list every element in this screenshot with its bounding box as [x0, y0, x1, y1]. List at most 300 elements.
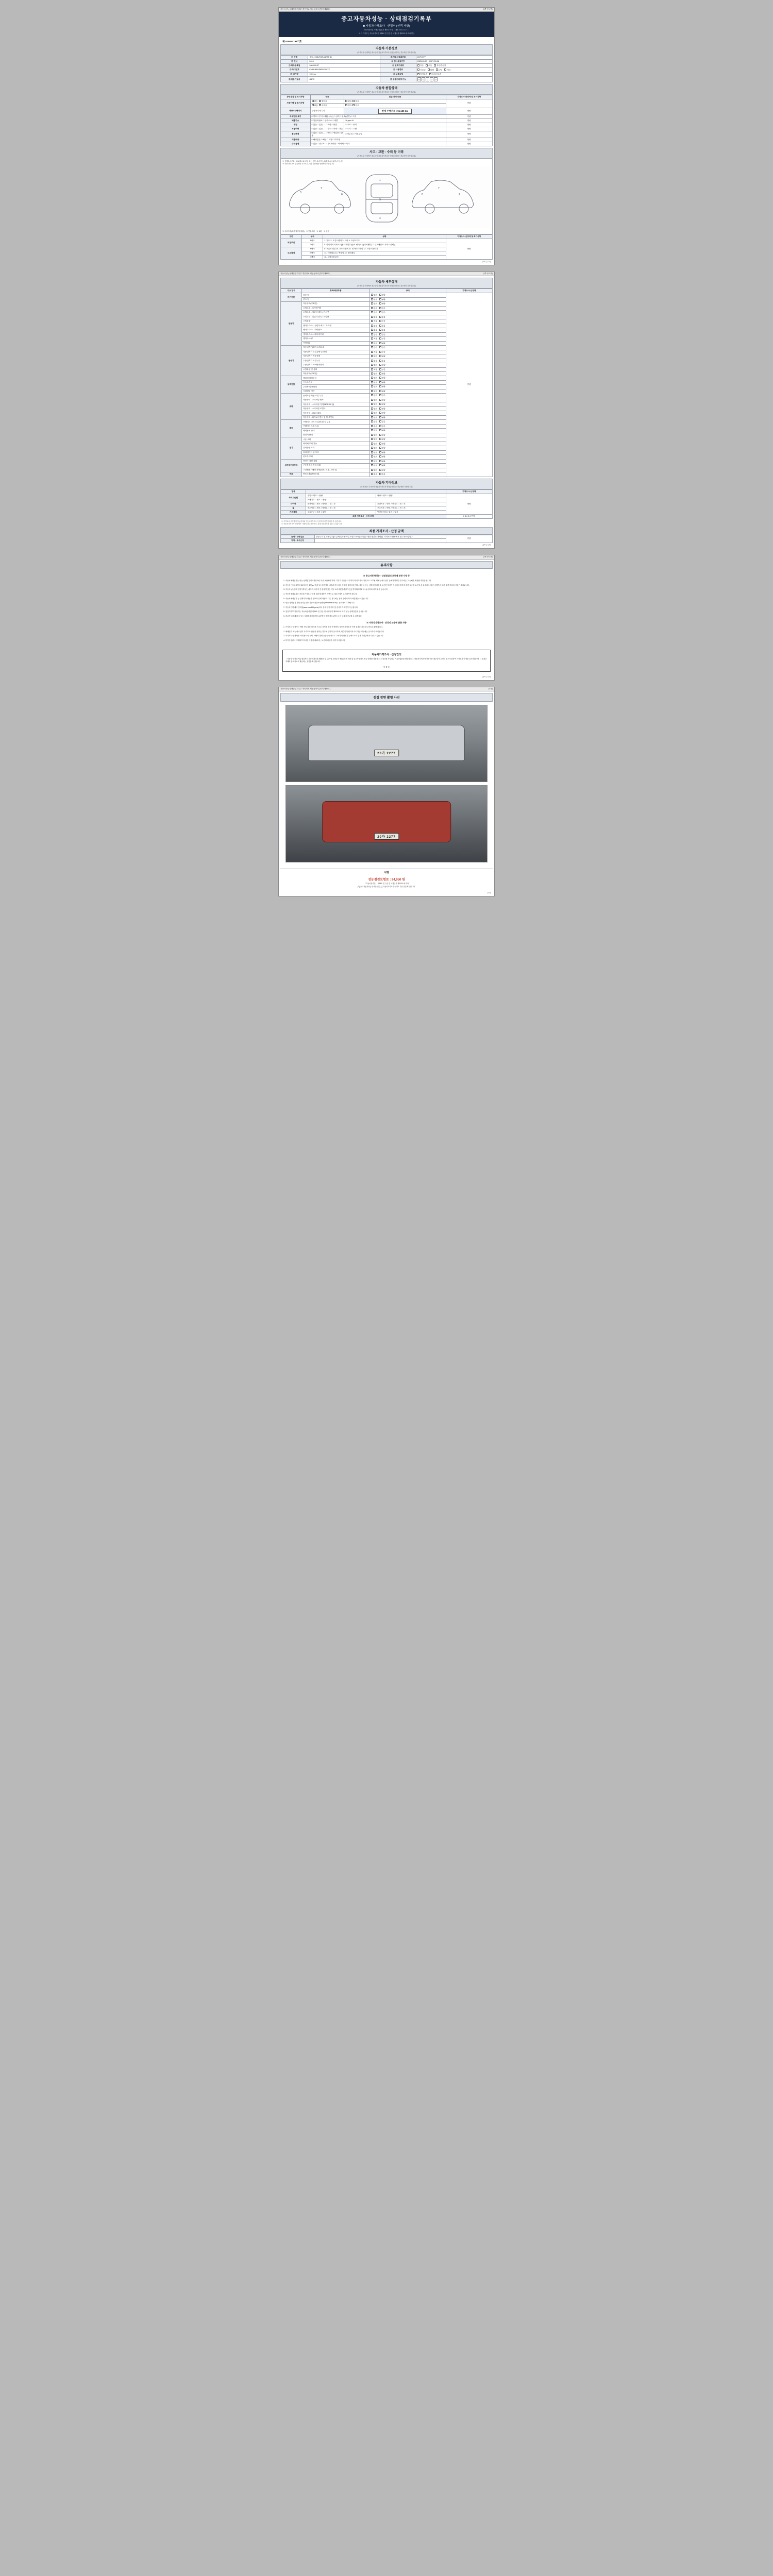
row-value: 만원: [446, 535, 492, 543]
section-overall-band: [280, 84, 493, 95]
declaration-box: [282, 650, 491, 672]
row-label: ⑫ 원동기형식: [281, 77, 308, 82]
item-label: 오일유량: [302, 319, 370, 324]
row-content: 브레이크 □ 양호 □ 불량: [306, 498, 446, 502]
group-label: 자기진단: [281, 293, 302, 302]
notice-item: 4. 자동차매매업자는 자동차가격조사·산정 결과에 대하여 서면으로 매수인에게 고지하여야 합니다.: [283, 592, 358, 595]
topbar-right: (3쪽 중 1쪽): [483, 8, 493, 10]
notice-item: 1. 가격조사·산정자는 해당 성능점검 결과를 기초로 가격을 조사·산정하며, 자동차가격조사·산정 결과는 거래 참고자료로 활용됩니다.: [283, 626, 383, 629]
table-row: [281, 118, 493, 123]
row-label: ⑬ 주행거리계 기능: [380, 77, 416, 82]
damage-rank-table: [280, 234, 493, 260]
notice-list-1: [283, 580, 490, 618]
row-label: 휠: [281, 506, 306, 510]
row-detail: □ 수리 □ 교환: [344, 127, 446, 131]
table-row: [281, 535, 493, 539]
item-state[interactable]: 없음 있음: [369, 315, 446, 319]
row-content: 보유공구 □ 있음 □ 없음: [306, 510, 376, 514]
row-value: 셀토스(SELTOS) (4세대급): [308, 55, 380, 59]
row-label: 가격 · 조사산정: [281, 539, 315, 543]
section-detail-title: 자동차 세부상태: [375, 281, 398, 284]
item-state[interactable]: 양호 불량: [369, 402, 446, 406]
row-label: ① 차명: [281, 55, 308, 59]
item-label: 작동상태 - 스티어링 기어(MDPS포함): [302, 402, 370, 406]
row-label: ⑧ 사용연료: [380, 68, 416, 72]
document-subtitle: ■ 자동차가격조사 · 산정서 (선택 사항): [363, 25, 410, 28]
col-head: 항목: [281, 489, 306, 494]
item-state[interactable]: 양호 불량: [369, 371, 446, 376]
topbar-right-4: (4쪽): [489, 688, 493, 690]
row-content: 유입 □ 양호 □ 불량: [306, 494, 376, 498]
item-state[interactable]: 적정 부족: [369, 337, 446, 341]
row-detail: % ppm %: [344, 118, 446, 123]
row-label: ⑦ 차대번호: [281, 68, 308, 72]
item-label: 작동상태 - 타이로드엔드 및 볼 조인트: [302, 415, 370, 419]
inspection-photo-lift: [285, 785, 488, 862]
item-state[interactable]: 적정 부족: [369, 319, 446, 324]
row-content: 렌트 영업용: [310, 99, 344, 104]
svg-text:3: 3: [300, 191, 301, 195]
item-label: 오일누유 - 로커암커버: [302, 306, 370, 310]
table-header-row: [281, 95, 493, 99]
footer-fineprint-1: 「자동차관리법」 제58조 및 같은 법 시행규칙 제120조에 따라: [364, 883, 409, 885]
svg-text:8: 8: [422, 193, 423, 197]
row-value: 가솔린 디젤 LPG 기타: [416, 68, 493, 72]
row-content: 운전석후 □ 양호 / 정비요 □ 전 □ 후: [376, 502, 446, 506]
row-detail: 없음 있음: [344, 99, 446, 104]
item-state[interactable]: 없음 있음: [369, 311, 446, 315]
row-label: 기본품목: [281, 510, 306, 514]
item-label: 동력조향 작동 오일 누유: [302, 394, 370, 398]
svg-text:1: 1: [379, 179, 381, 182]
photo-section-title: 점검 장면 촬영 사진: [280, 693, 493, 702]
item-state[interactable]: 양호 불량: [369, 363, 446, 367]
row-content: □ 없음 □ 선루프 □ 내비게이션 □ 에어백 □ 기타: [310, 142, 446, 146]
row-value: 만원: [446, 138, 492, 142]
detail-state-table: [280, 289, 493, 477]
row-content: □ 양호 □ 부식 □ 훼손(오손) □ 상이 □ 변조(변경) □ 도말: [310, 114, 446, 118]
signature-label: 서명: [280, 869, 493, 876]
group-label: 원동기: [281, 302, 302, 346]
col-head: 가격조사·산정액: [446, 489, 492, 494]
total-value: 0 0 0 0 0 만원: [446, 514, 492, 518]
row-content: 운전석전 □ 양호 / 정비요 □ 전 □ 후: [306, 502, 376, 506]
row-rank: 2랭크: [302, 243, 323, 247]
item-label: 원동기: [302, 293, 370, 297]
group-label: 동력전달: [281, 376, 302, 394]
diagram-footnote: ※ 사고이력 (외판/골격 수정됨) ※ 단순수리 ※ 교환 ※ 판금: [282, 230, 329, 233]
row-value: 만원: [446, 131, 492, 138]
item-state[interactable]: 양호 불량: [369, 468, 446, 472]
row-value: 만원: [446, 127, 492, 131]
item-label: 작동상태 - 파워크랭크: [302, 411, 370, 415]
item-label: 작동상태(공회전): [302, 302, 370, 306]
car-diagram-svg: [282, 166, 491, 228]
row-detail: □ 구조 □ 장치: [344, 123, 446, 127]
basic-info-table: [280, 55, 493, 82]
notice-body: [280, 569, 493, 646]
group-label: 연료: [281, 472, 302, 477]
row-label: 특별이력: [281, 127, 311, 131]
row-parts: 5. 라디에이터서포트(볼트체결부품) 6. 쿼터패널(리어휀더) 7. 루프패널 8. 사이드실패널: [323, 243, 446, 247]
item-label: 오일누유 - 실린더 블록 / 오일팬: [302, 315, 370, 319]
document-title: 중고자동차성능 · 상태점검기록부: [341, 16, 432, 22]
row-label: ⑥ 변속기종류: [380, 63, 416, 67]
item-label: 배력장치 상태: [302, 429, 370, 433]
detail-rows-body: [281, 293, 493, 477]
item-label: 자동변속기 오일유량 및 상태: [302, 350, 370, 354]
item-label: 수동변속기 오일누유: [302, 359, 370, 363]
row-label: 리콜대상: [281, 138, 311, 142]
row-value: 만원: [446, 108, 492, 114]
row-value: 만원: [446, 118, 492, 123]
row-label: 배출가스: [281, 118, 311, 123]
item-label: 오일유량 및 상태: [302, 367, 370, 371]
row-parts: 13. 리어패널 14. 백패널 15. 필러패널: [323, 251, 446, 256]
row-label: 타이어: [281, 502, 306, 506]
row-label: ⑪ 보증유형: [380, 72, 416, 76]
row-value: 만원: [446, 142, 492, 146]
other-footnote-1: ※ 가격조사·산정자의 성능평가와 자동차가격조사·산정자의 의견이 다를 수 있습니다.: [281, 520, 342, 522]
group-label: 조향: [281, 394, 302, 420]
table-header-row: [281, 289, 493, 293]
group-value: 만원: [446, 293, 492, 477]
photo-list: [280, 702, 493, 869]
row-value: 만원: [446, 123, 492, 127]
notice-item: 7. 자동차민원 대국민포털(www.ecar365.go.kr)에서 실제 점검 기록 및 검사이력 확인이 가능합니다.: [283, 606, 358, 608]
item-label: 브레이크 마스터 실린더오일 누유: [302, 420, 370, 424]
row-content: 조수석전 □ 양호 / 정비요 □ 전 □ 후: [306, 506, 376, 510]
row-label: 금액 · 내역검금: [281, 535, 315, 539]
row-value: 1591 cc: [308, 72, 380, 76]
section-basic-info-title: 자동차 기본정보: [375, 47, 398, 50]
row-content: □ 없음 □ 있음 — □ 렌트 □ 영업용 □ 관용: [310, 131, 344, 138]
table-row: [281, 494, 493, 498]
item-state[interactable]: 적정 부족: [369, 350, 446, 354]
row-label: ④ 검사유효기간: [380, 59, 416, 63]
section-basic-info-band: [280, 44, 493, 55]
table-row: [281, 239, 493, 243]
item-label: 변속기: [302, 297, 370, 301]
diagram-legend-1: ※ 상태표시 부호 : X (교환), W (판금 또는 용접), C (부식), A (흠집), U (요철), T (손상): [282, 160, 343, 162]
col-head: 주요 장치: [281, 289, 302, 293]
final-amount-table: [280, 535, 493, 544]
notice-heading-2: ※ 자동차가격조사 · 산정의 보증에 관한 사항: [366, 621, 407, 624]
odometer-value: 현재 주행거리 : 91,139 km: [378, 109, 412, 114]
row-label: ③ 연식: [281, 59, 308, 63]
notice-heading-1: ※ 중고자동차성능 · 상태점검의 보증에 관한 사항 등: [363, 574, 410, 578]
table-row: [281, 114, 493, 118]
total-label: 최종 가격조사 · 산정 금액: [281, 514, 446, 518]
item-state[interactable]: 양호 불량: [369, 380, 446, 384]
item-state[interactable]: 없음 있음: [369, 306, 446, 310]
item-state[interactable]: 양호 불량: [369, 459, 446, 463]
item-state[interactable]: 없음 있음: [369, 420, 446, 424]
topbar-left-4: 자동차성능상태점검기록부 개인정보 제공동의서 [별지 제82호]: [280, 688, 330, 690]
notice-item: 2. 자동차인도일로부터 30일 또는 2천km 이내 성능점검결과 내용과 자동차의 상태가 실제 다른 경우, 자동차 성능·상태점검 내용을 보증한 자에게 자동차의 하자에 대한 보증을 요구할 수 있습니다. 다만 주행거리·외판·골격 이외의 사항은 제외됩니다.: [283, 584, 469, 586]
document-header: [279, 12, 494, 37]
item-label: 냉각수 수량: [302, 337, 370, 341]
section-accident-band: [280, 148, 493, 159]
item-label: 수동변속기 기어변속장치: [302, 363, 370, 367]
row-rank: C랭크: [302, 256, 323, 260]
item-state[interactable]: 양호 불량: [369, 411, 446, 415]
section-other-sub: (※ 항목은 추가하여 자동차가격조사·산정을 원하는 경우에만 기재합니다): [360, 485, 413, 488]
sheet-topbar-4: [279, 687, 494, 691]
item-label: 구동축전지 격리 상태: [302, 464, 370, 468]
table-row: [281, 138, 493, 142]
svg-text:4: 4: [379, 217, 381, 221]
row-value: 20가2277: [416, 55, 493, 59]
col-head: 가격조사·산정액 및 특기사항: [446, 235, 492, 239]
row-detail: □ 직수입 □ 이전수입: [344, 131, 446, 138]
item-label: 발전기 출력: [302, 433, 370, 437]
notice-item: 3. 가격조사·산정액은 거래 당시의 시세, 차량의 상태 등을 종합적으로 고려하여 산정된 금액으로서 실제 거래금액과 다를 수 있습니다.: [283, 635, 384, 637]
row-content: 관용 자가용: [310, 104, 344, 108]
declaration-title: 자동차가격조사 · 산정인의: [372, 653, 401, 656]
item-label: 작동상태 - 스티어링 펌프: [302, 398, 370, 402]
row-detail: 없음 있음: [344, 104, 446, 108]
item-label: 고전원전기배선 상태(피복, 피복, 고정 등): [302, 468, 370, 472]
section-final-title: 최종 가격조사 · 산정 금액: [369, 530, 404, 533]
item-state[interactable]: 양호 불량: [369, 341, 446, 345]
notice-item: 1. 자동차매매업자는 성능·상태점검계약서를 5년 이상 보관해야 하며, 기록부 내용을 교부하지 아니하거나 거짓으로 교부될 때에는 매수인이 손해가 발생한 경우에는 그 손해를 배상할 책임을 집니다.: [283, 580, 432, 582]
row-label: 용도변경: [281, 131, 311, 138]
col-head: 내용: [310, 95, 344, 99]
topbar-right-3: (3쪽 중 3쪽): [483, 556, 493, 558]
row-value: KMHLB41VBAJU3007X: [308, 68, 380, 72]
section-overall-title: 자동차 종합상태: [375, 87, 398, 91]
item-label: 작동상태 - 스티어링 조인트: [302, 406, 370, 411]
item-state[interactable]: 없음 있음: [369, 472, 446, 477]
col-head: 상태: [369, 289, 446, 293]
section-accident-sub: (가격조사·산정액은 매수인이 자동차가격조사·산정을 원하는 경우에만 기재합니다): [357, 155, 416, 157]
item-state[interactable]: 없음 있음: [369, 359, 446, 363]
row-value: G4FC: [308, 77, 380, 82]
inspection-photo-front: [285, 705, 488, 782]
table-row: [281, 99, 493, 104]
row-content: [314, 539, 446, 543]
group-label: 고전원전기장치: [281, 459, 302, 472]
topbar-left-3: 자동차성능상태점검기록부 개인정보 제공동의서 [별지 제82호]: [280, 556, 330, 558]
item-state[interactable]: 양호 불량: [369, 302, 446, 306]
topbar-right-2: (3쪽 중 2쪽): [483, 273, 493, 275]
col-head: [306, 489, 446, 494]
footer-fineprint: [280, 883, 493, 890]
item-label: 추진축 및 베어링: [302, 385, 370, 389]
item-label: 연료누출(LPG포함): [302, 472, 370, 477]
item-label: 오일누유 - 실린더 헤드 / 가스켓: [302, 311, 370, 315]
row-value: 만원: [446, 99, 492, 108]
table-row: [281, 77, 493, 82]
col-head: 항목/해당부품: [302, 289, 370, 293]
notice-item: 2. 매매업자 또는 매수인이 가격조사·산정을 원하는 경우에 한하여 실시하며, 매수인이 원하지 아니하는 경우에는 실시하지 아니합니다.: [283, 630, 384, 633]
svg-text:7: 7: [438, 187, 440, 191]
item-label: 라디에이터 팬 모터: [302, 450, 370, 454]
section-detail-sub: (가격조사·산정액은 매수인이 자동차가격조사·산정을 원하는 경우에만 기재합니다): [357, 285, 416, 287]
item-label: 커먼레일: [302, 341, 370, 345]
item-state[interactable]: 양호 불량: [369, 455, 446, 459]
row-parts: 9. 프론트패널 10. 크로스멤버 11. 인사이드패널 12. 트렁크플로어: [323, 247, 446, 251]
table-row: [281, 59, 493, 63]
item-state[interactable]: 양호 불량: [369, 442, 446, 446]
table-row: [281, 142, 493, 146]
section-basic-info-sub: (가격조사·산정액은 매수인이 자동차가격조사·산정을 원하는 경우에만 기재합니다): [357, 51, 416, 54]
other-info-table: [280, 489, 493, 519]
item-label: 냉각수 누수 - 라디에이터: [302, 332, 370, 336]
document-desc-1: 자동차관리법 시행규칙 [별지 제82호서식] 〈개정 2021. 8. 27.〉: [363, 29, 410, 31]
sheet-page-4: [278, 687, 495, 896]
col-head: 부위: [302, 235, 323, 239]
section-overall-sub: (가격조사·산정액은 매수인이 자동차가격조사·산정을 원하는 경우에만 기재합니다): [357, 91, 416, 94]
col-head: 상태: [323, 235, 446, 239]
license-plate-text: 20가 2277: [374, 750, 399, 756]
row-content: 안전삼각대 □ 있음 □ 없음: [376, 510, 446, 514]
item-state[interactable]: 양호 불량: [369, 376, 446, 380]
table-row: [281, 293, 493, 297]
overall-state-table: [280, 95, 493, 146]
row-value: 자동 수동 무단변속기: [416, 63, 493, 67]
row-rank: B랭크: [302, 251, 323, 256]
row-content: 내장 □ 양호 □ 불량: [376, 494, 446, 498]
odometer-digits: 0 0 0 0 0: [416, 77, 493, 82]
row-value: 만원: [446, 114, 492, 118]
table-row: [281, 514, 493, 518]
section-other-title: 자동차 기타정보: [375, 481, 398, 485]
item-state[interactable]: 없음 있음: [369, 346, 446, 350]
row-label: ② 자동차등록번호: [380, 55, 416, 59]
table-row: [281, 68, 493, 72]
row-label: 사이드슬립: [281, 494, 306, 502]
item-state[interactable]: 양호 불량: [369, 415, 446, 419]
page-mark-3: (3쪽 중 3쪽): [482, 676, 491, 679]
topbar-left-2: 자동차성능상태점검기록부 개인정보 제공동의서 [별지 제82호]: [280, 273, 330, 275]
item-label: 등속조인트: [302, 380, 370, 384]
row-value: 2009-09-07: [308, 63, 380, 67]
item-label: 자동변속기 작동상태: [302, 354, 370, 359]
item-state[interactable]: 양호 불량: [369, 446, 446, 450]
table-header-row: [281, 235, 493, 239]
item-state[interactable]: 양호 불량: [369, 437, 446, 442]
row-label: 차대번호 표기: [281, 114, 311, 118]
document-number: 제 520014798기호: [282, 40, 302, 43]
sheet-topbar-2: [279, 272, 494, 276]
item-label: 윈도우 모터: [302, 455, 370, 459]
svg-text:7: 7: [321, 187, 322, 191]
diagram-legend-2: ※ 하단 상태표시 등록확인 구조부위, 기타 부품제품 상태확인 부위입니다: [282, 162, 334, 165]
item-label: 냉각수 누수 - 워터펌프: [302, 328, 370, 332]
item-label: 충전구 절연 상태: [302, 459, 370, 463]
item-state[interactable]: 양호 불량: [369, 464, 446, 468]
table-row: [281, 123, 493, 127]
item-label: 와이퍼 모터 기능: [302, 442, 370, 446]
item-label: 디퍼렌셜 기어: [302, 389, 370, 393]
item-state[interactable]: 양호 불량: [369, 385, 446, 389]
item-state[interactable]: 양호 불량: [369, 297, 446, 301]
col-head: 가격조사·산정액: [446, 289, 492, 293]
row-value: 자기보증 보험사보증: [416, 72, 493, 76]
item-label: 실내송풍 모터: [302, 446, 370, 450]
row-label: ⑤ 최초등록일: [281, 63, 308, 67]
page-mark-4: (4쪽): [488, 891, 491, 894]
row-content: 단순수리 및 도장부위(도금처리)도장작업 포함 / 표시된 부위는 정상 범위로 판단됨. 가격조사·산정액은 참고자료입니다.: [314, 535, 446, 539]
item-state[interactable]: 없음 있음: [369, 328, 446, 332]
notice-item: 9. 중고자동차 매매 시 성능·상태점검기록부를 교부받지 못한 경우 관할 시·군·구청에 신고할 수 있습니다.: [283, 615, 362, 617]
item-state[interactable]: 없음 있음: [369, 394, 446, 398]
col-head: 상태점검 및 특기사항: [281, 95, 311, 99]
item-state[interactable]: 양호 불량: [369, 406, 446, 411]
sheet-page-3: [278, 555, 495, 681]
item-state[interactable]: 양호 불량: [369, 429, 446, 433]
item-state[interactable]: 양호 불량: [369, 433, 446, 437]
item-label: 냉각수 누수 - 실린더 헤드 / 가스켓: [302, 324, 370, 328]
col-head: 구분: [281, 235, 302, 239]
item-state[interactable]: 양호 불량: [369, 293, 446, 297]
row-content: □ 없음 □ 있음 — □ 침수 □ 화재 □ 전손: [310, 127, 344, 131]
row-rank: 1랭크: [302, 239, 323, 243]
row-label: ⑩ 배기량: [281, 72, 308, 76]
item-state[interactable]: 양호 불량: [369, 450, 446, 454]
declaration-body: 「자동차·산정인·성능점검자는 자동차관리법 제58조 및 같은 법 시행규칙 제120조에 따라 위 중고자동차의 성능·상태를 점검하고 그 결과를 사실대로 기록하였음을 확인합니다. 자동차가격조사·산정인은 매수인이 요청한 경우에 한하여 가격조사·산정을 실시하였으며, 그 결과는 거래의 참고자료로 제공되는 것임을 확인합니다.: [285, 657, 487, 663]
table-row: [281, 72, 493, 76]
other-footnote-2: ※ 자동차가격조사·산정액은 거래의 참고자료이며, 실제 거래가격과 다를 수 있습니다.: [281, 522, 342, 525]
row-parts: 1. 후드 2. 프론트휀더 3. 도어 4. 트렁크리드: [323, 239, 446, 243]
inspection-fee: 성능점검보험료 : 94,050 원: [368, 878, 405, 882]
notice-item: 4. 특기사항란에 기재되지 아니한 사항에 대해서는 보증의 대상이 되지 아니합니다.: [283, 639, 346, 641]
notice-list-2: [283, 626, 490, 642]
row-detail: [344, 108, 446, 114]
row-content: □ 일산화탄소 □ 탄화수소 □ 매연: [310, 118, 344, 123]
item-state[interactable]: 없음 있음: [369, 424, 446, 428]
item-label: 브레이크 오일 누유: [302, 424, 370, 428]
row-label: 사용이력 및 특기사항: [281, 99, 311, 108]
row-label: 주요옵션: [281, 142, 311, 146]
row-label: 주요골격: [281, 247, 302, 260]
table-row: [281, 127, 493, 131]
item-state[interactable]: 양호 불량: [369, 398, 446, 402]
document-desc-2: ※ 이 기록부는 자동차관리법 제58조 및 같은 법 시행규칙 제120조에 따라 발급: [358, 32, 414, 35]
row-label: 튜닝: [281, 123, 311, 127]
section-detail-band: [280, 278, 493, 289]
topbar-left: 자동차성능상태점검기록부 개인정보 제공동의서 [별지 제82호]: [280, 8, 330, 10]
table-row: [281, 131, 493, 138]
sheet-topbar-3: [279, 555, 494, 560]
section-accident-title: 사고 · 교환 · 수리 등 이력: [369, 150, 404, 154]
damage-diagram: [280, 159, 493, 235]
section-other-band: [280, 479, 493, 489]
notice-item: 8. 점검기록부 작성자는 자동차관리법 제58조 및 같은 법 시행규칙 제120조에 따라 성능·상태점검을 실시합니다.: [283, 611, 368, 613]
item-state[interactable]: 없음 있음: [369, 332, 446, 336]
item-state[interactable]: 없음 있음: [369, 324, 446, 328]
item-state[interactable]: 양호 불량: [369, 389, 446, 393]
row-content: □ 없음 □ 있음 — □ 적법 □ 불법: [310, 123, 344, 127]
svg-text:6: 6: [341, 193, 343, 197]
svg-text:2: 2: [459, 193, 460, 197]
table-header-row: [281, 489, 493, 494]
item-state[interactable]: 적정 부족: [369, 367, 446, 371]
item-state[interactable]: 양호 불량: [369, 354, 446, 359]
col-head: 가격조사·산정액 및 특기사항: [446, 95, 492, 99]
notice-item: 6. 성능·상태점검 관련 문의는 한국자동차진단보증협회(www.kaa.or.kr)로 문의하시기 바랍니다.: [283, 602, 355, 604]
row-content: □ 해당없음 □ 해당 □ 이행 □ 미이행: [310, 138, 446, 142]
svg-text:9: 9: [379, 198, 381, 202]
item-label: 시동 모터: [302, 437, 370, 442]
sheet-page-1: [278, 7, 495, 265]
notice-item: 5. 자동차매매업자 등 관계자가 제공한 정보와 실제 차량이 다른 경우에는 관계 법령에 따라 처벌받을 수 있습니다.: [283, 597, 369, 600]
row-value: 2010: [308, 59, 380, 63]
table-row: [281, 63, 493, 67]
item-label: 자동변속기(A/T) 오일누유: [302, 346, 370, 350]
